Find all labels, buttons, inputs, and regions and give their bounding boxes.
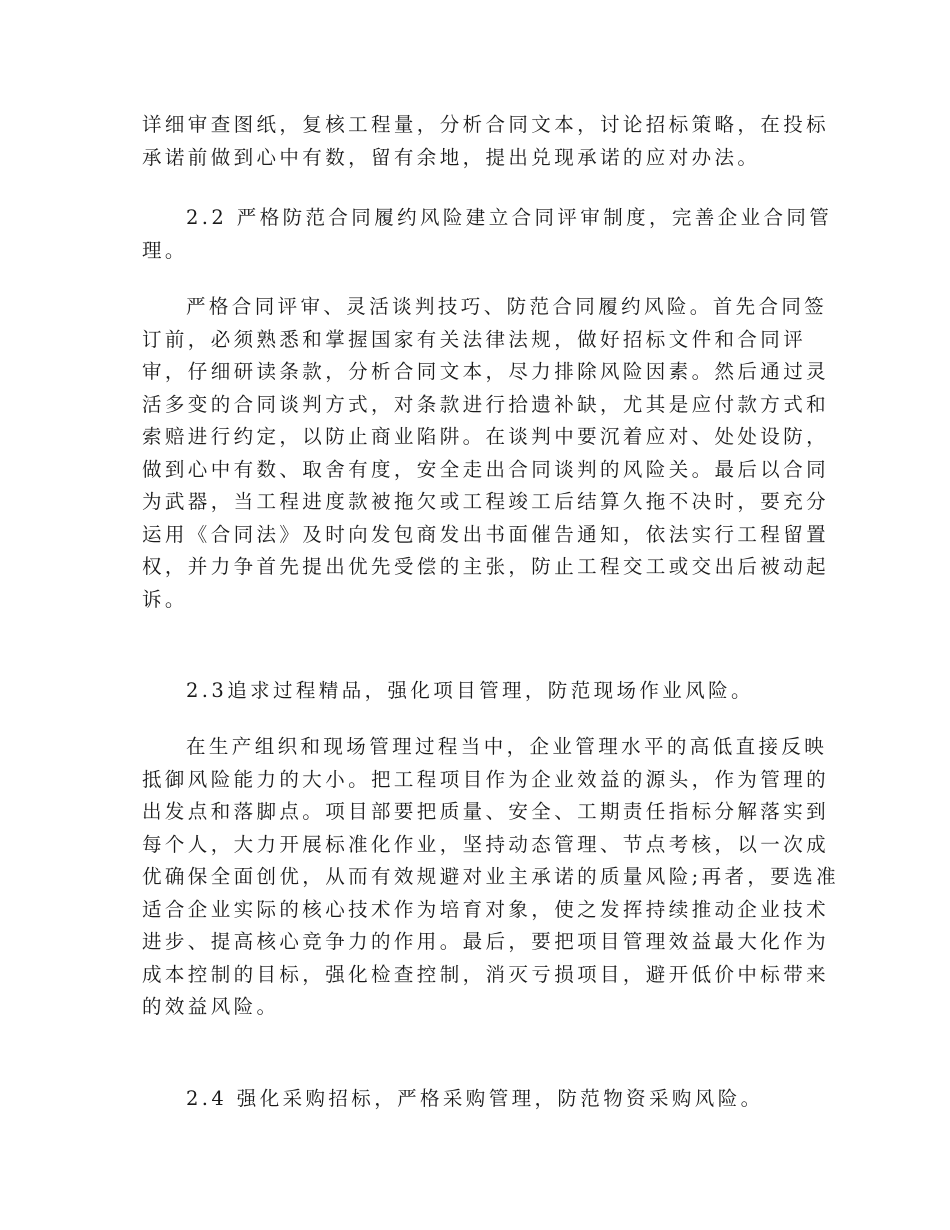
text-line: 适合企业实际的核心技术作为培育对象，使之发挥持续推动企业技术 [142, 897, 830, 921]
text-line: 详细审查图纸，复核工程量，分析合同文本，讨论招标策略，在投标 [142, 113, 830, 136]
text-line: 审，仔细研读条款，分析合同文本，尽力排除风险因素。然后通过灵 [142, 360, 830, 383]
text-line: 2.2 严格防范合同履约风险建立合同评审制度，完善企业合同管 [186, 206, 833, 229]
text-line: 2.3追求过程精品，强化项目管理，防范现场作业风险。 [186, 679, 754, 702]
text-line: 订前，必须熟悉和掌握国家有关法律法规，做好招标文件和合同评 [142, 327, 807, 351]
text-line: 2.4 强化采购招标，严格采购管理，防范物资采购风险。 [186, 1087, 764, 1110]
text-line: 为武器，当工程进度款被拖欠或工程竣工后结算久拖不决时，要充分 [142, 490, 830, 513]
text-line: 运用《合同法》及时向发包商发出书面催告通知，依法实行工程留置 [142, 522, 830, 546]
text-line: 抵御风险能力的大小。把工程项目作为企业效益的源头，作为管理的 [142, 767, 830, 791]
text-line: 的效益风险。 [142, 995, 280, 1018]
text-line: 活多变的合同谈判方式，对条款进行拾遗补缺，尤其是应付款方式和 [142, 392, 830, 416]
text-line: 诉。 [142, 587, 188, 611]
text-line: 每个人，大力开展标准化作业，坚持动态管理、节点考核，以一次成 [142, 832, 830, 856]
section-heading-2-2 [142, 202, 833, 267]
text-line: 进步、提高核心竞争力的作用。最后，要把项目管理效益最大化作为 [142, 930, 830, 953]
text-line: 成本控制的目标，强化检查控制，消灭亏损项目，避开低价中标带来 [142, 962, 830, 986]
section-heading-2-4 [142, 1083, 810, 1116]
paragraph-contract-review [142, 291, 830, 616]
paragraph-continuation [142, 109, 830, 174]
text-line: 优确保全面创优，从而有效规避对业主承诺的质量风险;再者，要选准 [142, 865, 839, 888]
text-line: 在生产组织和现场管理过程当中，企业管理水平的高低直接反映 [186, 735, 828, 758]
text-line: 索赔进行约定，以防止商业陷阱。在谈判中要沉着应对、处处设防， [142, 425, 830, 448]
text-line: 权，并力争首先提出优先受偿的主张，防止工程交工或交出后被动起 [142, 555, 830, 578]
paragraph-site-management [142, 731, 839, 1024]
text-line: 理。 [142, 238, 188, 262]
section-heading-2-3 [142, 675, 810, 708]
text-line: 做到心中有数、取舍有度，安全走出合同谈判的风险关。最后以合同 [142, 457, 830, 481]
text-line: 出发点和落脚点。项目部要把质量、安全、工期责任指标分解落实到 [142, 800, 830, 823]
text-line: 严格合同评审、灵活谈判技巧、防范合同履约风险。首先合同签 [186, 295, 828, 318]
text-line: 承诺前做到心中有数，留有余地，提出兑现承诺的应对办法。 [142, 145, 761, 169]
